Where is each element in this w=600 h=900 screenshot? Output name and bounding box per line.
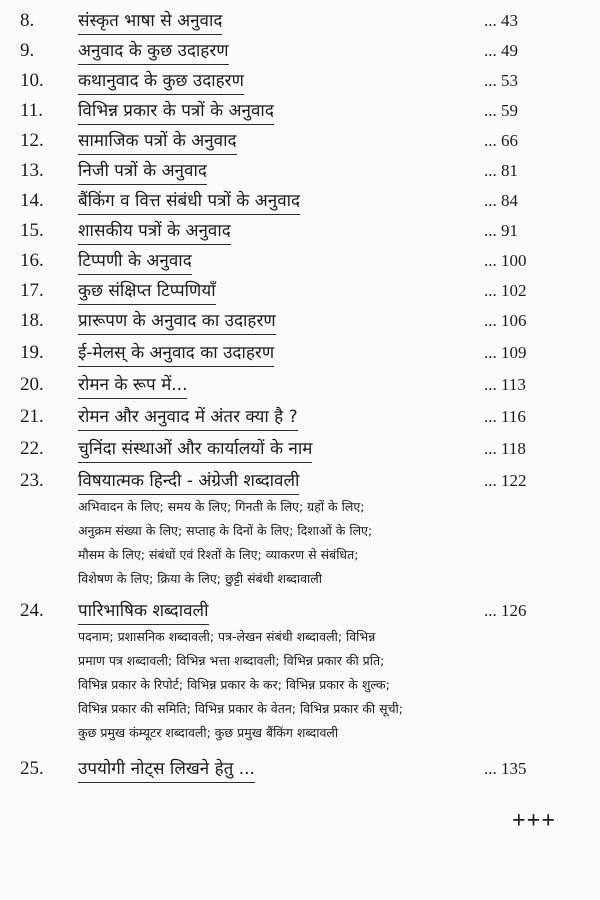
entry-page: ... 66 <box>484 131 518 150</box>
entry-title: ई-मेलस् के अनुवाद का उदाहरण <box>78 340 274 367</box>
entry-title: विषयात्मक हिन्दी - अंग्रेजी शब्दावली <box>78 468 299 495</box>
entry-24-subtopics-line: पदनाम; प्रशासनिक शब्दावली; पत्र-लेखन संबंधी शब्दावली; विभिन्न <box>78 629 376 644</box>
entry-number: 15. <box>20 220 44 241</box>
entry-24-subtopics-line: विभिन्न प्रकार के रिपोर्ट; विभिन्न प्रकार के कर; विभिन्न प्रकार के शुल्क; <box>78 677 390 692</box>
entry-page: ... 135 <box>484 759 527 778</box>
entry-number: 23. <box>20 470 44 491</box>
entry-title: विभिन्न प्रकार के पत्रों के अनुवाद <box>78 98 274 125</box>
entry-title: अनुवाद के कुछ उदाहरण <box>78 38 229 65</box>
entry-title: कथानुवाद के कुछ उदाहरण <box>78 68 244 95</box>
entry-title: सामाजिक पत्रों के अनुवाद <box>78 128 237 155</box>
entry-page: ... 126 <box>484 601 527 620</box>
entry-title: संस्कृत भाषा से अनुवाद <box>78 8 222 35</box>
entry-number: 18. <box>20 310 44 331</box>
entry-number: 13. <box>20 160 44 181</box>
entry-24-subtopics-line: विभिन्न प्रकार की समिति; विभिन्न प्रकार के वेतन; विभिन्न प्रकार की सूची; <box>78 701 403 716</box>
entry-24-subtopics-line: प्रमाण पत्र शब्दावली; विभिन्न भत्ता शब्दावली; विभिन्न प्रकार की प्रति; <box>78 653 385 668</box>
entry-page: ... 116 <box>484 407 526 426</box>
entry-number: 14. <box>20 190 44 211</box>
entry-page: ... 91 <box>484 221 518 240</box>
entry-title: निजी पत्रों के अनुवाद <box>78 158 207 185</box>
entry-number: 10. <box>20 70 44 91</box>
entry-number: 24. <box>20 600 44 621</box>
entry-23-subtopics-line: मौसम के लिए; संबंधों एवं रिश्तों के लिए; व्याकरण से संबंधित; <box>78 547 359 562</box>
entry-title: पारिभाषिक शब्दावली <box>78 598 209 625</box>
end-ornament: +++ <box>512 808 557 834</box>
entry-page: ... 106 <box>484 311 527 330</box>
entry-number: 11. <box>20 100 44 121</box>
entry-title: प्रारूपण के अनुवाद का उदाहरण <box>78 308 276 335</box>
entry-number: 19. <box>20 342 44 363</box>
entry-number: 9. <box>20 40 35 61</box>
entry-page: ... 59 <box>484 101 518 120</box>
entry-23-subtopics-line: अभिवादन के लिए; समय के लिए; गिनती के लिए; ग्रहों के लिए; <box>78 499 365 514</box>
entry-number: 8. <box>20 10 35 31</box>
entry-title: कुछ संक्षिप्त टिप्पणियाँ <box>78 278 216 305</box>
entry-page: ... 102 <box>484 281 527 300</box>
entry-title: शासकीय पत्रों के अनुवाद <box>78 218 231 245</box>
entry-number: 16. <box>20 250 44 271</box>
entry-title: रोमन के रूप में... <box>78 372 187 399</box>
entry-23-subtopics-line: विशेषण के लिए; क्रिया के लिए; छुट्टी संबंधी शब्दावाली <box>78 571 322 586</box>
entry-title: बैंकिंग व वित्त संबंधी पत्रों के अनुवाद <box>78 188 300 215</box>
entry-page: ... 81 <box>484 161 518 180</box>
entry-number: 22. <box>20 438 44 459</box>
entry-number: 17. <box>20 280 44 301</box>
entry-number: 12. <box>20 130 44 151</box>
entry-page: ... 109 <box>484 343 527 362</box>
entry-number: 21. <box>20 406 44 427</box>
entry-page: ... 49 <box>484 41 518 60</box>
entry-23-subtopics-line: अनुक्रम संख्या के लिए; सप्ताह के दिनों के लिए; दिशाओं के लिए; <box>78 523 373 538</box>
entry-page: ... 43 <box>484 11 518 30</box>
entry-title: उपयोगी नोट्स लिखने हेतु ... <box>78 756 255 783</box>
entry-page: ... 84 <box>484 191 518 210</box>
entry-title: चुनिंदा संस्थाओं और कार्यालयों के नाम <box>78 436 312 463</box>
entry-title: टिप्पणी के अनुवाद <box>78 248 192 275</box>
entry-page: ... 122 <box>484 471 527 490</box>
entry-page: ... 113 <box>484 375 526 394</box>
entry-24-subtopics-line: कुछ प्रमुख कंम्यूटर शब्दावली; कुछ प्रमुख बैंकिंग शब्दावली <box>78 725 339 740</box>
entry-number: 20. <box>20 374 44 395</box>
entry-number: 25. <box>20 758 44 779</box>
entry-page: ... 100 <box>484 251 527 270</box>
entry-page: ... 53 <box>484 71 518 90</box>
entry-title: रोमन और अनुवाद में अंतर क्या है ? <box>78 404 298 431</box>
entry-page: ... 118 <box>484 439 526 458</box>
